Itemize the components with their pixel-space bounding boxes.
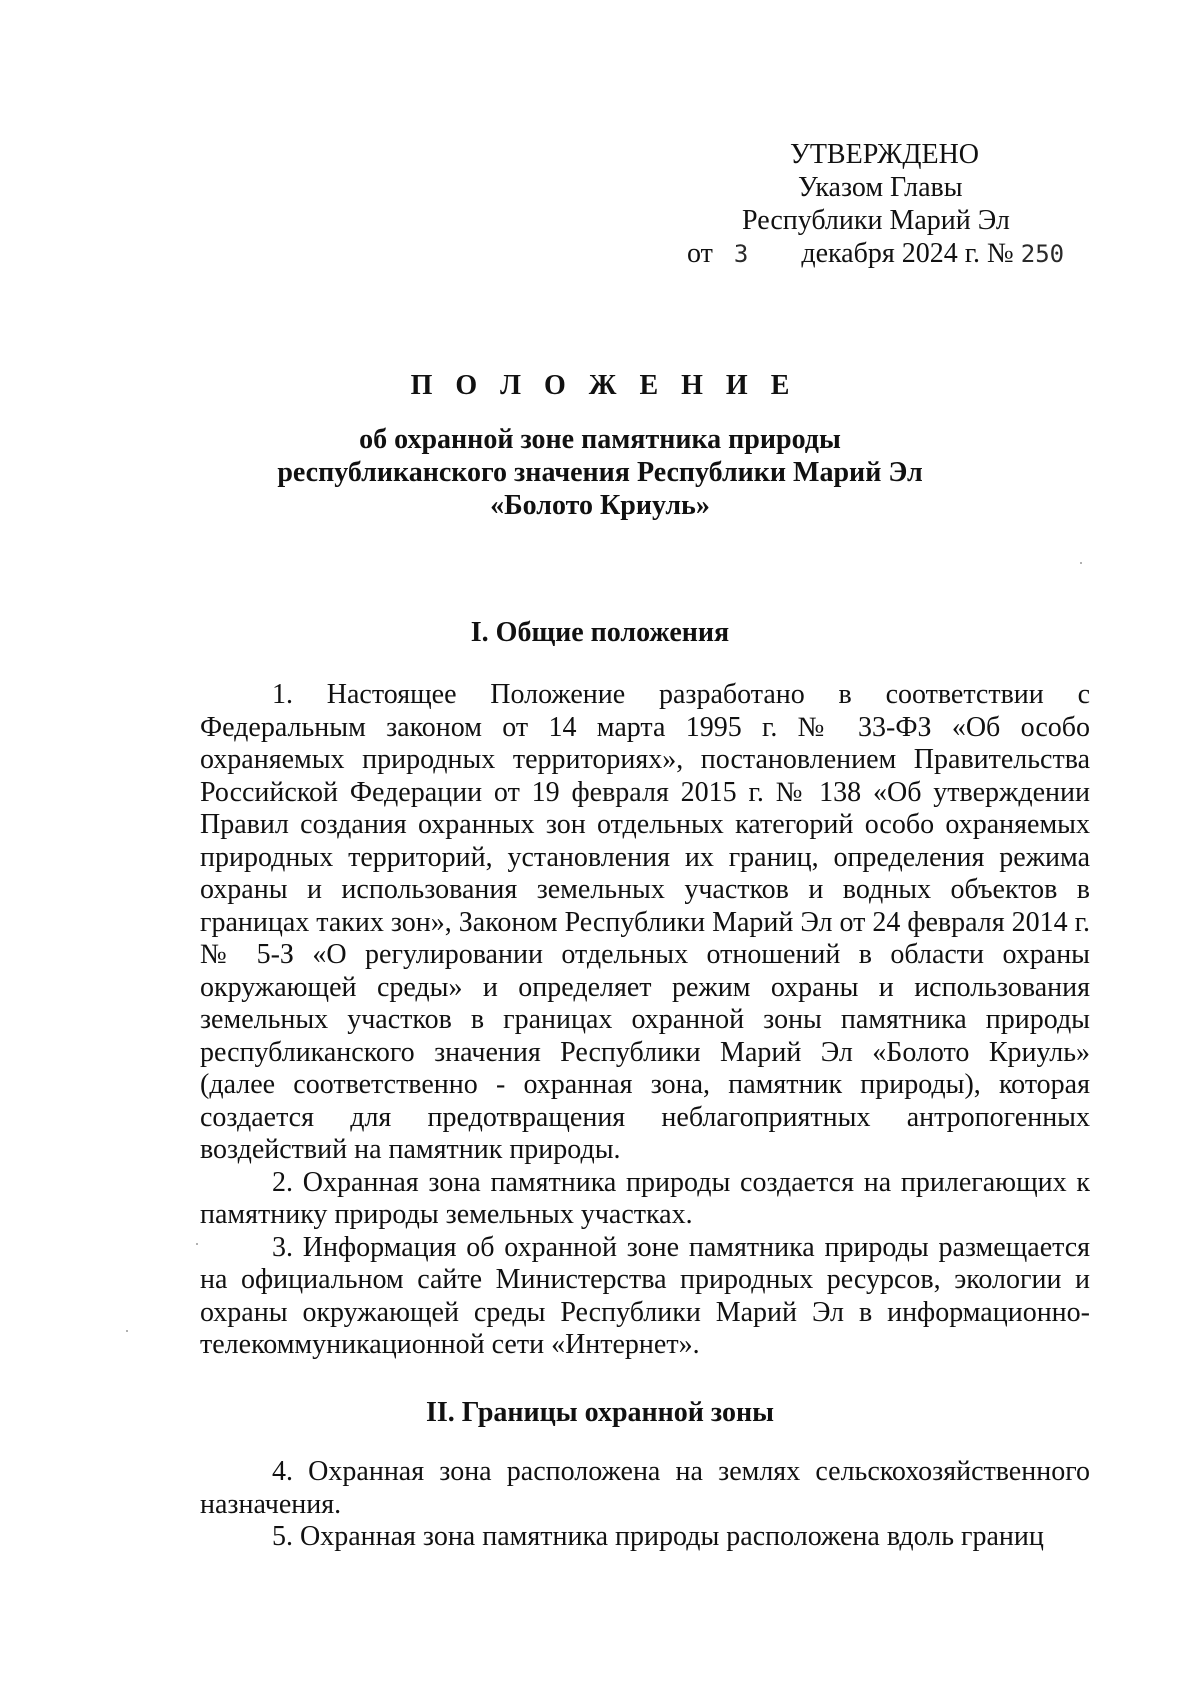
approval-decree-text: Указом Главы [798, 172, 963, 203]
approval-stamp-text: УТВЕРЖДЕНО [790, 139, 980, 170]
subtitle-line-1: об охранной зоне памятника природы [359, 424, 841, 455]
approval-month-year: декабря 2024 г. № [801, 238, 1014, 269]
document-subtitle [200, 423, 1000, 522]
section-1-heading: I. Общие положения [470, 617, 730, 648]
approval-number: 250 [1020, 240, 1065, 268]
document-title: П О Л О Ж Е Н И Е [410, 370, 798, 401]
paragraph-2: 2. Охранная зона памятника природы создается на прилегающих к памятнику природы земельных участках. [200, 1166, 1090, 1230]
scan-speck [126, 1330, 128, 1332]
paragraph-4: 4. Охранная зона расположена на землях сельскохозяйственного назначения. [200, 1456, 1090, 1520]
subtitle-line-2: республиканского значения Республики Марий Эл [277, 457, 923, 488]
approval-date-line [687, 237, 1065, 271]
paragraph-5: 5. Охранная зона памятника природы расположена вдоль границ [272, 1521, 1044, 1552]
approval-day: 3 [733, 240, 749, 268]
section-2-heading: II. Границы охранной зоны [425, 1397, 775, 1428]
approval-from-label: от [687, 238, 713, 269]
section-2-body [200, 1456, 1090, 1554]
scan-speck [196, 1243, 198, 1245]
section-1-body [200, 679, 1090, 1362]
scan-speck [1080, 562, 1082, 564]
paragraph-1: 1. Настоящее Положение разработано в соответствии с Федеральным законом от 14 марта 1995 г. № 33-ФЗ «Об особо охраняемых природных территориях», постановлением Правительства Российской Федерации от 19 февраля 2015 г. № 138 «Об утверждении Правил создания охранных зон отдельных категорий особо охраняемых природных территорий, установления их границ, определения режима охраны и использования земельных участков и водных объектов в границах таких зон», Законом Республики Марий Эл от 24 февраля 2014 г. № 5-З «О регулировании отдельных отношений в области охраны окружающей среды» и определяет режим охраны и использования земельных участков в границах охранной зоны памятника природы республиканского значения Республики Марий Эл «Болото Криуль» (далее соответственно - охранная зона, памятник природы), которая создается для предотвращения неблагоприятных антропогенных воздействий на памятник природы. [200, 679, 1090, 1165]
approval-block [687, 138, 1065, 271]
paragraph-3: 3. Информация об охранной зоне памятника природы размещается на официальном сайте Министерства природных ресурсов, экологии и охраны окружающей среды Республики Марий Эл в информационно-телекоммуникационной сети «Интернет». [200, 1231, 1090, 1360]
approval-republic-text: Республики Марий Эл [742, 205, 1010, 236]
subtitle-line-3: «Болото Криуль» [490, 490, 710, 521]
